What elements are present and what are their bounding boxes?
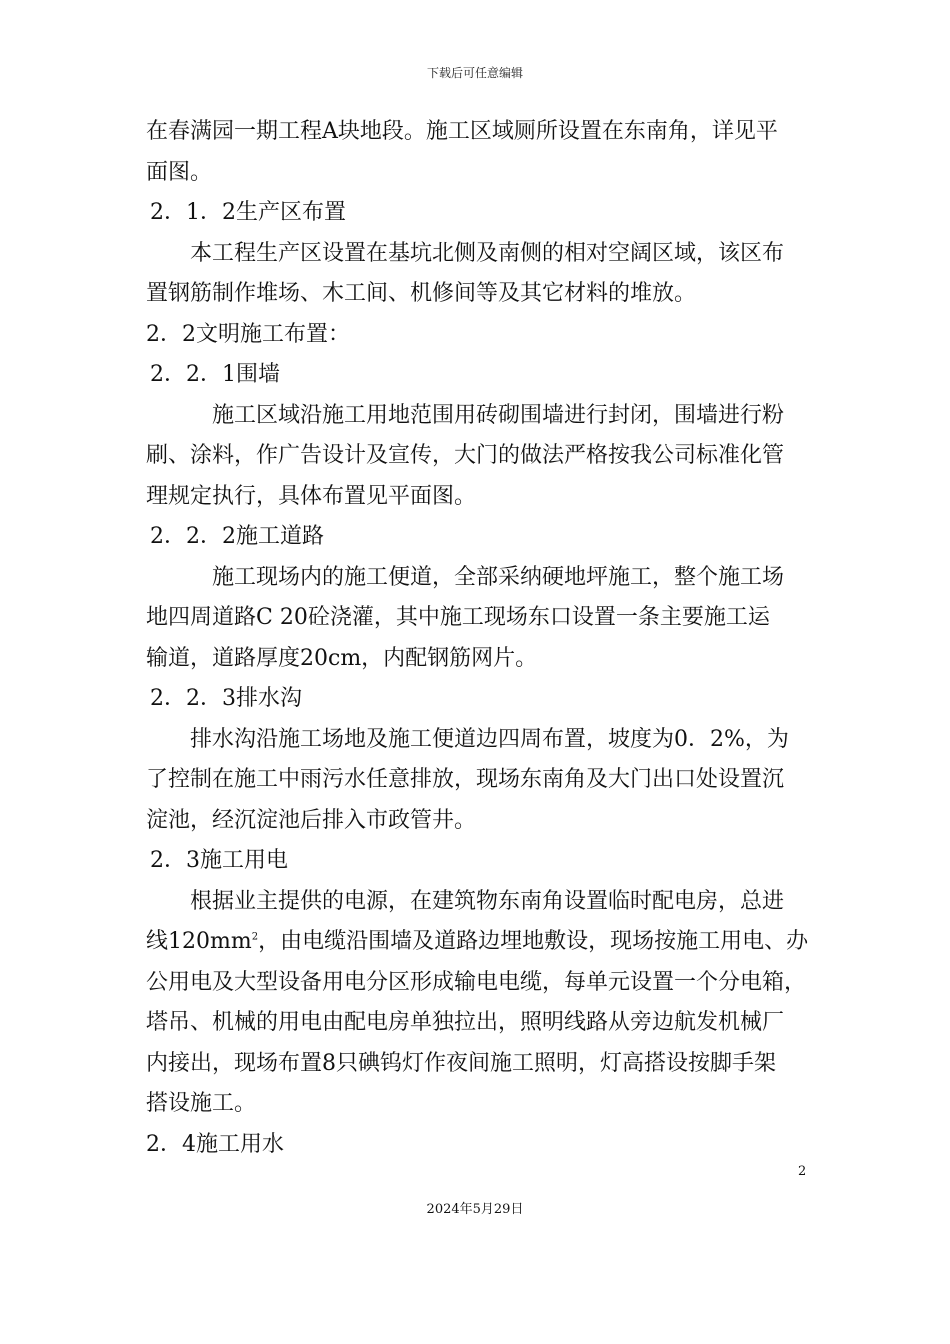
paragraph-line: 刷、涂料，作广告设计及宣传，大门的做法严格按我公司标准化管 bbox=[146, 443, 785, 468]
paragraph-line: 输道，道路厚度20cm，内配钢筋网片。 bbox=[146, 645, 538, 671]
superscript: 2 bbox=[251, 931, 259, 943]
paragraph-line: 地四周道路C 20砼浇灌，其中施工现场东口设置一条主要施工运 bbox=[146, 605, 770, 630]
section-heading: 2．3施工用电 bbox=[150, 848, 288, 873]
paragraph-line: 塔吊、机械的用电由配电房单独拉出，照明线路从旁边航发机械厂 bbox=[146, 1010, 785, 1035]
paragraph-line: 搭设施工。 bbox=[146, 1091, 257, 1116]
section-heading: 2．2．3排水沟 bbox=[150, 686, 302, 711]
paragraph-text: ，由电缆沿围墙及道路边埋地敷设，现场按施工用电、办 bbox=[258, 929, 809, 954]
paragraph-line: 施工现场内的施工便道，全部采纳硬地坪施工，整个施工场 bbox=[212, 564, 785, 590]
paragraph-line bbox=[146, 922, 816, 963]
section-heading: 2．2文明施工布置： bbox=[146, 321, 350, 347]
paragraph-line: 排水沟沿施工场地及施工便道边四周布置，坡度为0．2%，为 bbox=[190, 726, 789, 752]
paragraph-line: 根据业主提供的电源，在建筑物东南角设置临时配电房，总进 bbox=[190, 888, 785, 914]
cable-spec: 线120mm bbox=[146, 929, 252, 954]
page-header: 下载后可任意编辑 bbox=[426, 66, 523, 80]
paragraph-line: 在春满园一期工程A块地段。施工区域厕所设置在东南角，详见平 bbox=[146, 119, 778, 144]
paragraph-line: 理规定执行，具体布置见平面图。 bbox=[146, 483, 477, 509]
page-number: 2 bbox=[798, 1164, 807, 1179]
paragraph-line: 内接出，现场布置8只碘钨灯作夜间施工照明，灯高搭设按脚手架 bbox=[146, 1050, 776, 1076]
paragraph-line: 置钢筋制作堆场、木工间、机修间等及其它材料的堆放。 bbox=[146, 281, 697, 306]
paragraph-line: 面图。 bbox=[146, 159, 213, 185]
document-body bbox=[146, 112, 816, 1165]
footer-date: 2024年5月29日 bbox=[426, 1202, 524, 1217]
paragraph-line: 淀池，经沉淀池后排入市政管井。 bbox=[146, 807, 477, 833]
paragraph-line: 施工区域沿施工用地范围用砖砌围墙进行封闭，围墙进行粉 bbox=[212, 402, 785, 428]
section-heading: 2．2．2施工道路 bbox=[150, 524, 324, 549]
section-heading: 2．4施工用水 bbox=[146, 1131, 284, 1157]
paragraph-line: 了控制在施工中雨污水任意排放，现场东南角及大门出口处设置沉 bbox=[146, 767, 785, 792]
section-heading: 2．2．1围墙 bbox=[150, 362, 280, 387]
section-heading: 2．1．2生产区布置 bbox=[150, 200, 346, 225]
paragraph-line: 本工程生产区设置在基坑北侧及南侧的相对空阔区域，该区布 bbox=[190, 240, 785, 266]
paragraph-line: 公用电及大型设备用电分区形成输电电缆，每单元设置一个分电箱， bbox=[146, 969, 807, 995]
